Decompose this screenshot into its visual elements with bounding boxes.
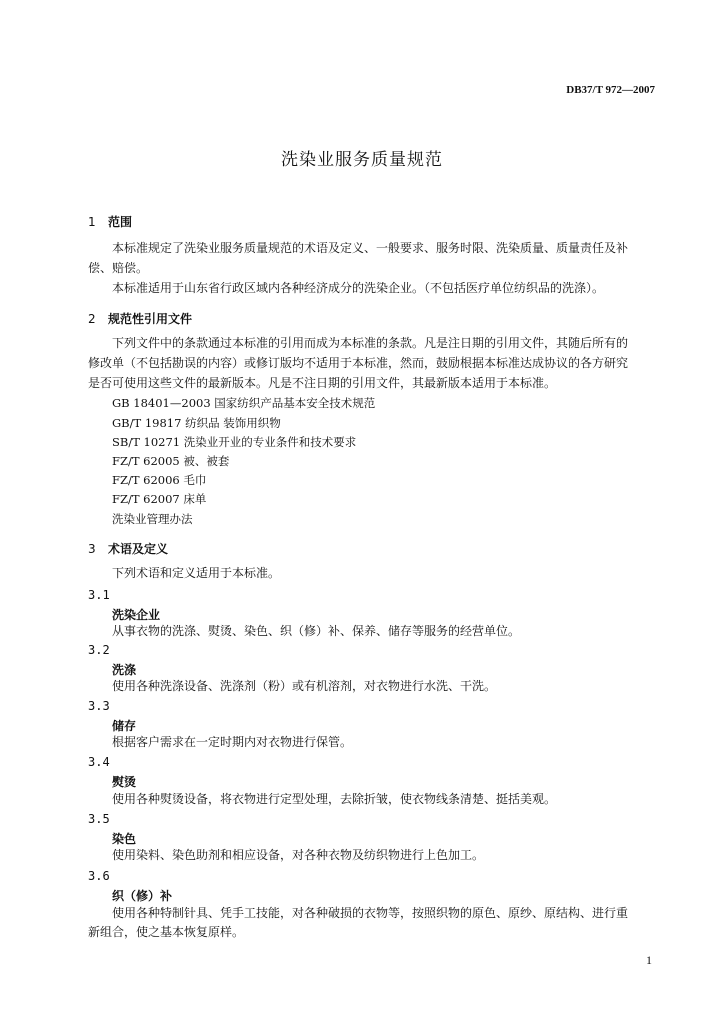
section-number: 1 [88, 215, 96, 229]
paragraph-line: 下列术语和定义适用于本标准。 [112, 566, 281, 580]
section-title: 规范性引用文件 [108, 312, 193, 326]
reference-item: FZ/T 62005 被、被套 [112, 454, 230, 468]
section-3-heading [88, 540, 168, 557]
reference-item: SB/T 10271 洗染业开业的专业条件和技术要求 [112, 435, 357, 449]
paragraph-line: 下列文件中的条款通过本标准的引用而成为本标准的条款。凡是注日期的引用文件，其随后所有的 [112, 336, 629, 350]
reference-item: FZ/T 62007 床单 [112, 492, 207, 506]
term-number: 3.6 [88, 869, 110, 883]
reference-item: 洗染业管理办法 [112, 512, 193, 526]
term-definition: 从事衣物的洗涤、熨烫、染色、织（修）补、保养、储存等服务的经营单位。 [112, 624, 521, 638]
section-title: 范围 [108, 215, 133, 229]
paragraph-line: 偿、赔偿。 [88, 261, 149, 275]
term-definition: 使用各种熨烫设备，将衣物进行定型处理，去除折皱，使衣物线条清楚、挺括美观。 [112, 792, 557, 806]
paragraph-line: 本标准适用于山东省行政区域内各种经济成分的洗染企业。（不包括医疗单位纺织品的洗涤）。 [112, 281, 605, 295]
paragraph-line: 是否可使用这些文件的最新版本。凡是不注日期的引用文件，其最新版本适用于本标准。 [88, 376, 557, 390]
term-definition: 使用各种特制针具、凭手工技能，对各种破损的衣物等，按照织物的原色、原纱、原结构、进行重 [112, 906, 629, 920]
document-title: 洗染业服务质量规范 [281, 150, 443, 170]
term-definition: 使用各种洗涤设备、洗涤剂（粉）或有机溶剂，对衣物进行水洗、干洗。 [112, 679, 497, 693]
section-1-heading [88, 213, 132, 230]
term-name: 织（修）补 [112, 889, 173, 903]
term-number: 3.5 [88, 812, 110, 826]
term-number: 3.1 [88, 588, 110, 602]
reference-item: FZ/T 62006 毛巾 [112, 473, 207, 487]
paragraph-line: 本标准规定了洗染业服务质量规范的术语及定义、一般要求、服务时限、洗染质量、质量责任及补 [112, 241, 629, 255]
term-number: 3.4 [88, 755, 110, 769]
term-name: 洗涤 [112, 663, 137, 677]
term-definition: 使用染料、染色助剂和相应设备，对各种衣物及纺织物进行上色加工。 [112, 848, 485, 862]
reference-item: GB/T 19817 纺织品 装饰用织物 [112, 416, 281, 430]
term-definition: 根据客户需求在一定时期内对衣物进行保管。 [112, 735, 353, 749]
standard-code: DB37/T 972—2007 [566, 84, 655, 96]
page-number: 1 [646, 953, 652, 967]
reference-item: GB 18401—2003 国家纺织产品基本安全技术规范 [112, 396, 376, 410]
term-name: 熨烫 [112, 775, 137, 789]
section-title: 术语及定义 [108, 542, 169, 556]
term-name: 染色 [112, 832, 137, 846]
term-name: 储存 [112, 719, 137, 733]
paragraph-line: 修改单（不包括勘误的内容）或修订版均不适用于本标准，然而，鼓励根据本标准达成协议的各方研究 [88, 356, 629, 370]
section-2-heading [88, 310, 192, 327]
term-number: 3.3 [88, 699, 110, 713]
section-number: 3 [88, 542, 96, 556]
term-name: 洗染企业 [112, 608, 161, 622]
term-definition: 新组合，使之基本恢复原样。 [88, 925, 245, 939]
section-number: 2 [88, 312, 96, 326]
term-number: 3.2 [88, 643, 110, 657]
